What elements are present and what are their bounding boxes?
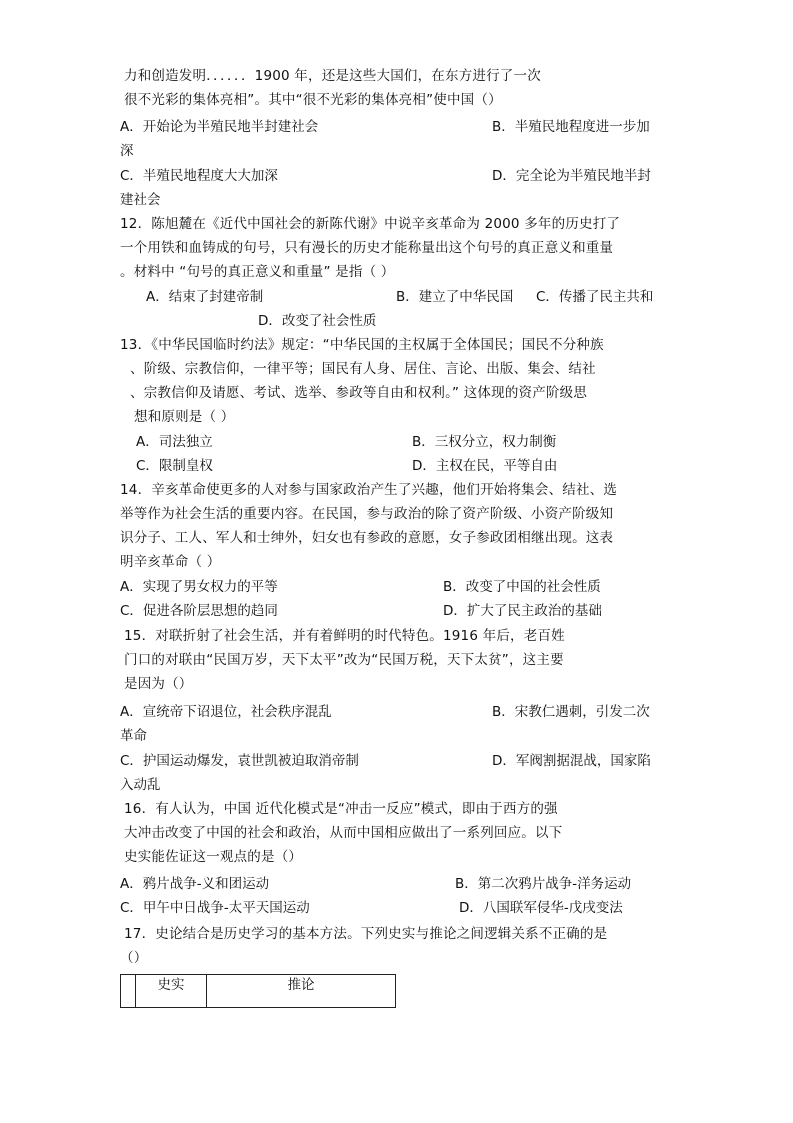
q15-option-c[interactable]: C．护国运动爆发，袁世凯被迫取消帝制 [120, 753, 359, 769]
q14-option-c[interactable]: C．促进各阶层思想的趋同 [120, 603, 278, 619]
q12-option-c[interactable]: C．传播了民主共和 [536, 289, 654, 305]
q17-line-2: （） [120, 950, 148, 966]
q15-option-b[interactable]: B．宋教仁遇刺，引发二次 [492, 704, 650, 720]
q11-option-c[interactable]: C．半殖民地程度大大加深 [120, 168, 278, 184]
q12-line-1: 12．陈旭麓在《近代中国社会的新陈代谢》中说辛亥革命为 2000 多年的历史打了 [120, 216, 621, 232]
q16-option-b[interactable]: B．第二次鸦片战争-洋务运动 [455, 876, 632, 892]
q13-option-a[interactable]: A．司法独立 [136, 434, 213, 450]
q15-option-b-wrap: 革命 [120, 728, 147, 744]
q16-line-2: 大冲击改变了中国的社会和政治，从而中国相应做出了一系列回应。以下 [124, 825, 563, 841]
q13-option-c[interactable]: C．限制皇权 [136, 458, 213, 474]
q12-line-2: 一个用铁和血铸成的句号，只有漫长的历史才能称量出这个句号的真正意义和重量 [120, 240, 614, 256]
q14-option-a[interactable]: A．实现了男女权力的平等 [120, 579, 278, 595]
q13-line-1: 13．《中华民国临时约法》规定：“中华民国的主权属于全体国民；国民不分种族 [120, 337, 604, 353]
q12-option-b[interactable]: B．建立了中华民国 [396, 289, 514, 305]
q13-line-2: 、阶级、宗教信仰，一律平等；国民有人身、居住、言论、出版、集会、结社 [130, 361, 596, 377]
table-header-blank [121, 975, 136, 1008]
table-header-fact: 史实 [136, 975, 207, 1008]
q16-line-3: 史实能佐证这一观点的是（） [124, 849, 303, 865]
q14-line-1: 14．辛亥革命使更多的人对参与国家政治产生了兴趣，他们开始将集会、结社、选 [120, 482, 618, 498]
q14-line-3: 识分子、工人、军人和士绅外，妇女也有参政的意愿，女子参政团相继出现。这表 [120, 530, 614, 546]
q11-line-1: 力和创造发明．．．．．．1900 年，还是这些大国们，在东方进行了一次 [124, 68, 541, 84]
q12-option-d[interactable]: D．改变了社会性质 [258, 313, 377, 329]
q16-option-c[interactable]: C．甲午中日战争-太平天国运动 [120, 900, 310, 916]
q12-line-3: 。材料中 “句号的真正意义和重量” 是指（ ） [120, 264, 395, 280]
q11-option-d[interactable]: D．完全论为半殖民地半封 [492, 168, 651, 184]
q16-line-1: 16．有人认为，中国 近代化模式是“冲击一反应”模式，即由于西方的强 [124, 801, 558, 817]
q15-line-1: 15．对联折射了社会生活，并有着鲜明的时代特色。1916 年后，老百姓 [124, 628, 565, 644]
q17-table [120, 974, 396, 1008]
q11-option-b-wrap: 深 [120, 143, 134, 159]
q15-option-a[interactable]: A．宣统帝下诏退位，社会秩序混乱 [120, 704, 332, 720]
q15-line-2: 门口的对联由“民国万岁，天下太平”改为“民国万税，天下太贫”，这主要 [124, 652, 564, 668]
q14-line-4: 明辛亥革命（ ） [120, 554, 221, 570]
q14-option-b[interactable]: B．改变了中国的社会性质 [443, 579, 601, 595]
q15-option-d[interactable]: D．军阀割据混战，国家陷 [492, 753, 651, 769]
q14-line-2: 举等作为社会生活的重要内容。在民国，参与政治的除了资产阶级、小资产阶级知 [120, 506, 614, 522]
table-header-row [121, 975, 396, 1008]
q12-option-a[interactable]: A．结束了封建帝制 [146, 289, 264, 305]
q13-option-d[interactable]: D．主权在民，平等自由 [412, 458, 558, 474]
q16-option-d[interactable]: D．八国联军侵华-戊戌变法 [459, 900, 623, 916]
q15-line-3: 是因为（） [124, 676, 193, 692]
q11-option-a[interactable]: A．开始论为半殖民地半封建社会 [120, 119, 319, 135]
q11-option-d-wrap: 建社会 [120, 192, 161, 208]
q17-line-1: 17．史论结合是历史学习的基本方法。下列史实与推论之间逻辑关系不正确的是 [124, 926, 608, 942]
table-header-inference: 推论 [207, 975, 396, 1008]
q16-option-a[interactable]: A．鸦片战争-义和团运动 [120, 876, 270, 892]
q13-line-3: 、宗教信仰及请愿、考试、选举、参政等自由和权利。” 这体现的资产阶级思 [130, 385, 588, 401]
q13-option-b[interactable]: B．三权分立，权力制衡 [412, 434, 557, 450]
q11-option-b[interactable]: B．半殖民地程度进一步加 [492, 119, 650, 135]
q13-line-4: 想和原则是（ ） [134, 409, 235, 425]
q14-option-d[interactable]: D．扩大了民主政治的基础 [443, 603, 602, 619]
q11-line-2: 很不光彩的集体亮相”。其中“很不光彩的集体亮相”使中国（） [124, 92, 502, 108]
q15-option-d-wrap: 入动乱 [120, 777, 161, 793]
